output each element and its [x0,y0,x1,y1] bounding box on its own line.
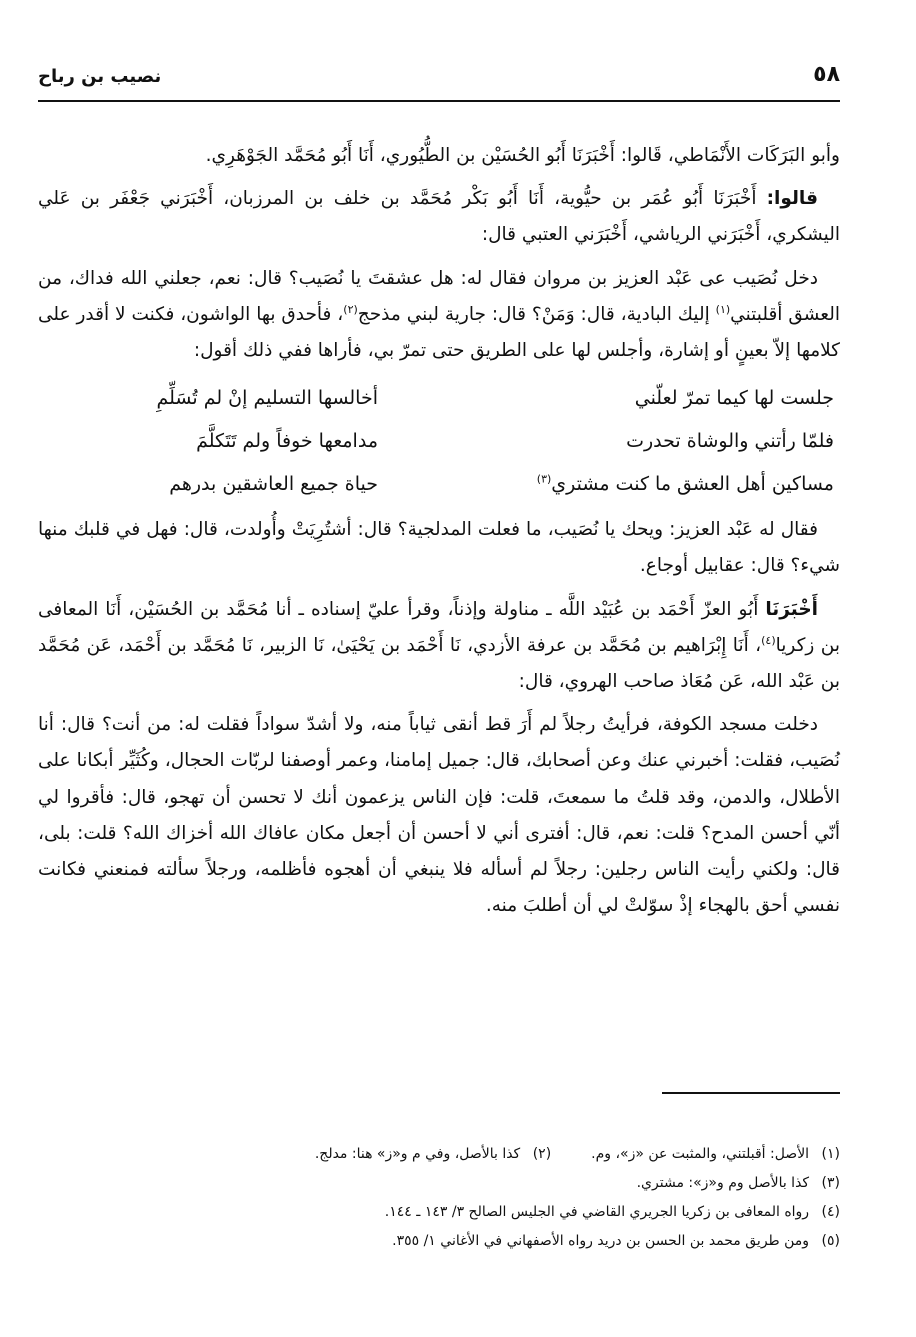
footnote-text: كذا بالأصل، وفي م و«ز» هنا: مدلج. [314,1146,521,1162]
verse-text: مساكين أهل العشق ما كنت مشتري [551,473,834,496]
footnote-text: ومن طريق محمد بن الحسن بن دريد رواه الأصفهاني في الأغاني ١/ ٣٥٥. [392,1233,810,1249]
paragraph [38,138,840,174]
verse-second-hemistich: مدامعها خوفاً ولم تَتَكلَّمَ [196,430,378,453]
page-number: ٥٨ [813,62,840,87]
paragraph [38,707,840,924]
footnote-number: (١) [821,1146,840,1162]
footnote [591,1140,840,1169]
lead-word: قالوا: [766,188,818,210]
footnote-marker: (٢) [343,302,358,316]
footnote-number: (٤) [821,1204,840,1220]
paragraph-text: وأبو البَرَكَات الأَنْمَاطي، قَالوا: أَخْبَرَنَا أَبُو الحُسَيْن بن الطُّيُوري، أَنَا أَبُو مُحَمَّد الجَوْهَرِي. [205,145,840,166]
paragraph-text: دخلت مسجد الكوفة، فرأيتُ رجلاً لم أَرَ قط أنقى ثياباً منه، ولا أشدّ سواداً فقلت له: من أنت؟ قال: أنا نُصَيب، فقلت: أخبرني عنك وعن أصحابك، قال: جميل إمامنا، وعمر أوصفنا لربّات الحجال، وكُثَيِّر أبكانا على الأطلال، والدمن، وقد قلتُ ما سمعتَ، قلت: فإن الناس يزعمون أنك لا تحسن أن تهجو، قال: فأقروا لي أنّي أحسن المدح؟ قلت: نعم، قال: أفترى أني لا أحسن أن أجعل مكان عافاك الله أخزاك الله؟ قلت: بلى، قال: ولكني رأيت الناس رجلين: رجلاً لم أسأله فلا ينبغي أن أهجوه فأظلمه، ورجلاً سألته فمنعني فكانت نفسي أحق بالهجاء إذْ سوّلتْ لي أن أطلبَ منه. [38,714,840,917]
footnotes [38,1140,840,1256]
poem-verse [38,463,840,506]
paragraph-text: أَخْبَرَنَا أَبُو عُمَر بن حيُّوية، أَنَا أَبُو بَكْر مُحَمَّد بن خلف بن المرزبان، أَخْبَرَني جَعْفَر بن عَلي اليشكري، أَخْبَرَني الرياشي، أَخْبَرَني العتبي قال: [38,188,840,246]
footnote-marker: (١) [715,302,731,316]
poem-verse [38,377,840,420]
footnote-divider [662,1092,840,1094]
verse-first-hemistich: فلمّا رأتني والوشاة تحدرت [626,430,834,453]
footnote-marker: (٤) [761,633,776,647]
footnote-line [38,1169,840,1198]
verse-first-hemistich [504,463,834,506]
footnote-number: (٣) [821,1175,840,1191]
footnote [392,1227,840,1256]
paragraph [38,181,840,253]
paragraph-text: ، أَنَا إِبْرَاهيم بن مُحَمَّد بن عرفة الأزدي، نَا أَحْمَد بن يَحْيَىٰ، نَا الزبير، نَا مُحَمَّد بن أَحْمَد، عَن مُحَمَّد بن عَبْد الله، عَن مُعَاذ صاحب الهروي، قال: [38,634,840,693]
footnote-line [38,1198,840,1227]
verse-second-hemistich: أخالسها التسليم إنْ لم تُسَلِّمِ [156,387,378,410]
footnote-line [38,1227,840,1256]
paragraph [38,592,840,701]
footnote-marker: (٣) [536,472,552,486]
footnote [637,1169,840,1198]
lead-word: أَخْبَرَنَا [765,598,818,620]
paragraph-text: أَبُو العزّ أَحْمَد بن عُبَيْد اللَّه ـ مناولة وإذناً، وقرأ عليّ إسناده ـ أنا مُحَمَّد بن الحُسَيْن، أَنَا المعافى بن زكريا [38,598,840,656]
footnote [385,1198,840,1227]
paragraph [38,512,840,584]
footnote-text: كذا بالأصل وم و«ز»: مشتري. [636,1175,810,1191]
page-header [38,60,840,102]
footnote-number: (٥) [821,1233,840,1249]
footnote-text: رواه المعافى بن زكريا الجريري القاضي في الجليس الصالح ٣/ ١٤٣ ـ ١٤٤. [384,1204,810,1220]
footnote-number: (٢) [532,1146,552,1162]
paragraph-text: دخل نُصَيب عى عَبْد العزيز بن مروان فقال له: هل عشقتَ يا نُصَيب؟ قال: نعم، جعلني الله فداك، من العشق أقلبتني [38,267,840,325]
footnote-line [38,1140,840,1169]
paragraph-text: إليك البادية، قال: وَمَنْ؟ قال: جارية لبني مذحج [357,303,710,325]
paragraph-text: فقال له عَبْد العزيز: ويحك يا نُصَيب، ما فعلت المدلجية؟ قال: أشتُرِيَتْ وأُولدت، قال: فهل في قلبك منها شيء؟ قال: عقابيل أوجاع. [38,519,840,577]
paragraph-text: ، فأحدق بها الواشون، فكنت لا أقدر على كلامها إلاّ بعينٍ أو إشارة، وأجلس لها على الطريق حتى تمرّ بي، فأراها ففي ذلك أقول: [38,303,840,362]
verse-second-hemistich: حياة جميع العاشقين بدرهم [169,473,378,496]
running-title: نصيب بن رباح [38,66,162,87]
main-text [38,138,840,931]
poem-verse [38,420,840,463]
poem [38,377,840,506]
paragraph [38,261,840,370]
verse-first-hemistich: جلست لها كيما تمرّ لعلّني [634,387,834,410]
footnote [315,1140,551,1169]
footnote-text: الأصل: أقبلتني، والمثبت عن «ز»، وم. [591,1146,810,1162]
